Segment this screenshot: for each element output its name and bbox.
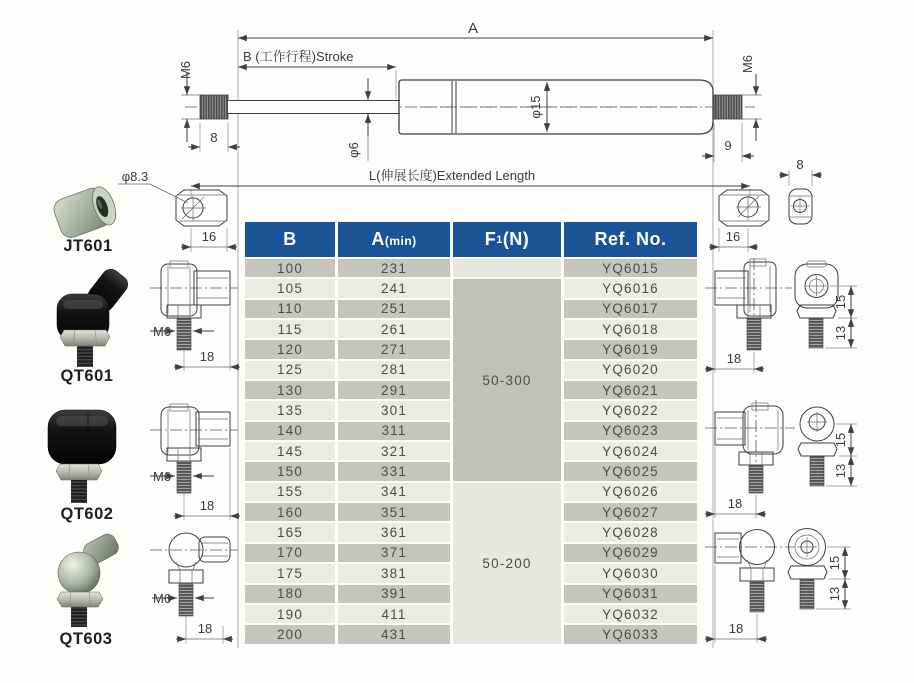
dim-l-label: L(伸展长度)Extended Length <box>368 168 536 183</box>
dimension-m6-right <box>740 55 762 141</box>
eyelet-right-view <box>709 157 822 252</box>
dim-18-label: 18 <box>199 349 215 364</box>
dim-m6-label: M6 <box>152 591 171 606</box>
dim-13-label: 13 <box>827 586 842 602</box>
cell-b: 190 <box>245 605 335 623</box>
dim-phi15-label: φ15 <box>528 95 543 119</box>
cell-ref: YQ6023 <box>564 422 697 440</box>
cell-ref: YQ6026 <box>564 483 697 501</box>
cell-ref: YQ6015 <box>564 259 697 277</box>
cell-b: 130 <box>245 381 335 399</box>
cell-ref: YQ6028 <box>564 523 697 541</box>
cell-b: 155 <box>245 483 335 501</box>
cell-a: 281 <box>338 361 450 379</box>
dim-m6-right-label: M6 <box>740 54 755 74</box>
dim-m6-label: M6 <box>152 469 171 484</box>
dimension-b-stroke <box>238 49 396 99</box>
eyelet-left-view <box>118 169 237 252</box>
cell-b: 100 <box>245 259 335 277</box>
eyelet-side-view <box>779 157 822 224</box>
dim-8-right-label: 8 <box>796 157 804 172</box>
cell-ref: YQ6027 <box>564 503 697 521</box>
cell-ref: YQ6016 <box>564 279 697 297</box>
header-fn-label: (N) <box>502 229 530 249</box>
cell-ref: YQ6024 <box>564 442 697 460</box>
cell-a: 381 <box>338 564 450 582</box>
dim-13-label: 13 <box>833 463 848 479</box>
dim-18-label: 18 <box>726 351 742 366</box>
dim-phi83-label: φ8.3 <box>121 169 149 184</box>
cell-b: 175 <box>245 564 335 582</box>
cell-b: 125 <box>245 361 335 379</box>
product-label-qt603: QT603 <box>59 630 113 648</box>
cell-b: 150 <box>245 462 335 480</box>
dim-9-label: 9 <box>724 138 732 153</box>
cell-b: 140 <box>245 422 335 440</box>
cell-f1-group <box>453 259 561 277</box>
product-photo-qt601 <box>57 266 131 367</box>
product-photo-jt601 <box>51 183 120 242</box>
dim-m6-left-label: M6 <box>178 60 193 80</box>
cell-a: 271 <box>338 340 450 358</box>
dimension-phi6 <box>346 78 368 161</box>
cell-b: 145 <box>245 442 335 460</box>
table-header-ref <box>564 222 697 257</box>
cell-a: 411 <box>338 605 450 623</box>
cell-a: 431 <box>338 625 450 643</box>
header-f-label: F <box>484 229 497 249</box>
product-label-qt601: QT601 <box>60 367 114 385</box>
dimension-18-qt603 <box>176 616 233 644</box>
dimension-m6-left <box>178 61 200 142</box>
cell-a: 241 <box>338 279 450 297</box>
product-photo-qt602 <box>48 410 116 503</box>
dim-16-right-label: 16 <box>725 229 741 244</box>
dim-8-left-label: 8 <box>210 130 218 145</box>
cell-ref: YQ6033 <box>564 625 697 643</box>
dimension-15-13-r1 <box>825 286 857 348</box>
cell-a: 251 <box>338 300 450 318</box>
dim-m6-label: M6 <box>152 324 171 339</box>
cell-a: 331 <box>338 462 450 480</box>
dimension-phi83 <box>118 169 188 203</box>
cell-b: 120 <box>245 340 335 358</box>
gas-spring-drawing <box>178 20 762 198</box>
cell-b: 115 <box>245 320 335 338</box>
cell-ref: YQ6022 <box>564 401 697 419</box>
header-amin-sub: (min) <box>384 234 417 248</box>
qt603-left-drawing <box>150 533 238 644</box>
cell-ref: YQ6030 <box>564 564 697 582</box>
dim-16-left-label: 16 <box>201 229 217 244</box>
cell-f1-group: 50-200 <box>453 483 561 644</box>
cell-a: 341 <box>338 483 450 501</box>
cell-b: 170 <box>245 544 335 562</box>
dim-b-label: B (工作行程)Stroke <box>243 49 354 64</box>
cell-a: 261 <box>338 320 450 338</box>
cell-a: 291 <box>338 381 450 399</box>
dim-15-label: 15 <box>833 294 848 310</box>
left-thread <box>200 95 228 119</box>
qt603-right-drawing <box>705 529 851 644</box>
cell-b: 180 <box>245 585 335 603</box>
cell-a: 351 <box>338 503 450 521</box>
product-label-jt601: JT601 <box>63 237 113 255</box>
cell-b: 200 <box>245 625 335 643</box>
dimension-9 <box>702 123 754 162</box>
cell-b: 160 <box>245 503 335 521</box>
cell-ref: YQ6018 <box>564 320 697 338</box>
dim-15-label: 15 <box>827 555 842 571</box>
table-header-f1n: F 1 (N) <box>453 222 561 257</box>
qt602-right-drawing <box>705 400 857 518</box>
cell-ref: YQ6029 <box>564 544 697 562</box>
table-header-b <box>245 222 335 257</box>
dimension-8-right <box>779 157 822 186</box>
cell-a: 321 <box>338 442 450 460</box>
cell-b: 135 <box>245 401 335 419</box>
cell-ref: YQ6020 <box>564 361 697 379</box>
header-b-label: B <box>283 229 297 249</box>
dim-18-label: 18 <box>728 621 744 636</box>
right-thread <box>714 95 742 119</box>
dim-15-label: 15 <box>833 432 848 448</box>
dim-13-label: 13 <box>833 325 848 341</box>
qt601-right-drawing <box>705 258 857 373</box>
cell-ref: YQ6017 <box>564 300 697 318</box>
dimension-l-extended <box>191 168 750 198</box>
dimension-16-right <box>709 228 758 252</box>
cell-a: 361 <box>338 523 450 541</box>
qt601-left-drawing <box>150 261 240 371</box>
cell-a: 371 <box>338 544 450 562</box>
cell-ref: YQ6021 <box>564 381 697 399</box>
dimension-8-left <box>188 123 240 152</box>
cell-ref: YQ6031 <box>564 585 697 603</box>
product-label-qt602: QT602 <box>60 505 114 523</box>
cell-a: 311 <box>338 422 450 440</box>
dim-18-label: 18 <box>197 621 213 636</box>
cell-b: 110 <box>245 300 335 318</box>
cell-ref: YQ6019 <box>564 340 697 358</box>
dim-18-label: 18 <box>199 498 215 513</box>
cell-f1-group: 50-300 <box>453 279 561 480</box>
cell-ref: YQ6032 <box>564 605 697 623</box>
dim-phi6-label: φ6 <box>346 142 361 158</box>
cell-b: 165 <box>245 523 335 541</box>
cell-a: 301 <box>338 401 450 419</box>
dimension-a <box>238 20 713 38</box>
dim-18-label: 18 <box>727 496 743 511</box>
table-header-amin <box>338 222 450 257</box>
product-photo-qt603 <box>57 531 121 627</box>
qt602-left-drawing <box>150 404 240 520</box>
cell-b: 105 <box>245 279 335 297</box>
dimension-15-13-r3 <box>816 547 851 609</box>
cell-a: 391 <box>338 585 450 603</box>
cell-ref: YQ6025 <box>564 462 697 480</box>
header-ref-label: Ref. No. <box>594 229 667 249</box>
dimension-16-left <box>181 228 237 252</box>
cell-a: 231 <box>338 259 450 277</box>
spec-table <box>245 222 697 644</box>
dim-a-label: A <box>467 20 479 37</box>
header-a-label: A <box>371 229 385 249</box>
